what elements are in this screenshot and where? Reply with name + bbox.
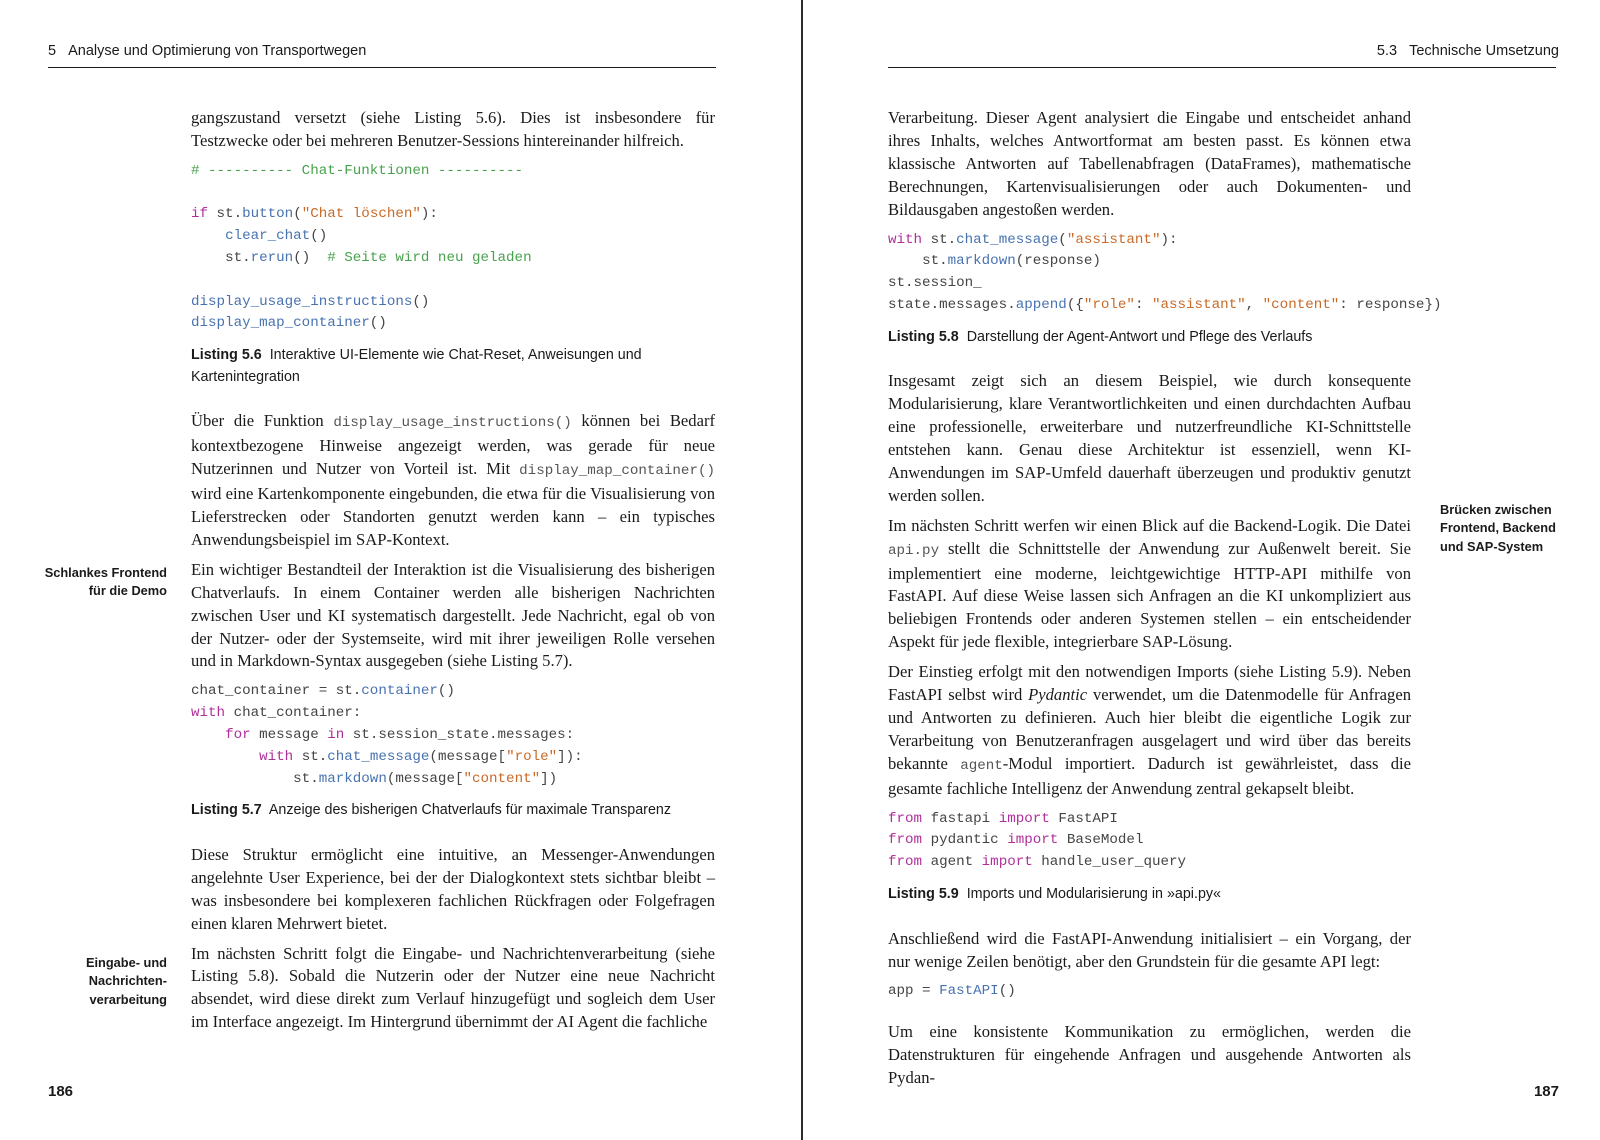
code-listing-5-7: chat_container = st.container() with chat_container: for message in st.session_state.messages: with st.chat_message(message["role"]): st.markdown(message["content"]) <box>191 683 583 787</box>
paragraph: Im nächsten Schritt werfen wir einen Blick auf die Backend-Logik. Die Datei api.py stellt die Schnittstelle der Anwendung zur Außenwelt bereit. Sie implementiert eine moderne, leichtgewichtige HTTP-API mithilfe von FastAPI. Auf diese Weise lassen sich Anfragen an die KI unkompliziert aus beliebigen Frontends oder anderen Systemen stellen – ein entscheidender Aspekt für jede flexible, integrierbare SAP-Lösung. <box>888 515 1411 652</box>
margin-note-input: Eingabe- und Nachrichten-verarbeitung <box>85 955 167 1007</box>
paragraph: gangszustand versetzt (siehe Listing 5.6). Dies ist insbesondere für Testzwecke oder bei mehreren Benutzer-Sessions hintereinander hilfreich. <box>191 108 715 150</box>
chapter-title: Analyse und Optimierung von Transportwegen <box>68 43 367 59</box>
left-page <box>0 0 780 1140</box>
code-listing-5-8: with st.chat_message("assistant"): st.markdown(response) st.session_ state.messages.append({"role": "assistant", "content": response}) <box>888 231 1442 313</box>
section-number: 5.3 <box>1376 43 1398 59</box>
paragraph: Verarbeitung. Dieser Agent analysiert die Eingabe und entscheidet anhand ihres Inhalts, welches Antwortformat am besten passt. Es können etwa klassische Antworten auf Tabellenabfragen (DataFrames), mathematische Berechnungen, Kartenvisualisierungen oder auch Dokumenten- und Bildausgaben angestoßen werden. <box>888 108 1411 219</box>
listing-caption: Listing 5.9 Imports und Modularisierung in »api.py« <box>888 886 1221 903</box>
page-number-right: 187 <box>1533 1083 1559 1100</box>
header-rule <box>888 67 1556 68</box>
chapter-number: 5 <box>48 43 57 59</box>
margin-note-bridge: Brücken zwischen Frontend, Backend und SAP-System <box>1440 502 1556 554</box>
paragraph: Ein wichtiger Bestandteil der Interaktion ist die Visualisierung des bisherigen Chatverlaufs. In einem Container werden alle bisherigen Nachrichten zwischen User und KI systematisch dargestellt. Jede Nachricht, egal ob von der Nutzer- oder der Systemseite, wird mit ihrer jeweiligen Rolle versehen und in Markdown-Syntax ausgegeben (siehe Listing 5.7). <box>191 559 715 671</box>
paragraph: Anschließend wird die FastAPI-Anwendung initialisiert – ein Vorgang, der nur wenige Zeilen benötigt, aber den Grundstein für die gesamte API legt: <box>888 928 1411 971</box>
paragraph: Im nächsten Schritt folgt die Eingabe- und Nachrichtenverarbeitung (siehe Listing 5.8). Sobald die Nutzerin oder der Nutzer eine neue Nachricht absendet, wird diese direkt zum Verlauf hinzugefügt und sogleich dem User im Interface angezeigt. Im Hintergrund übernimmt der AI Agent die fachliche <box>191 943 715 1032</box>
page-number-left: 186 <box>48 1083 74 1100</box>
right-page <box>803 0 1583 1140</box>
paragraph: Insgesamt zeigt sich an diesem Beispiel, wie durch konsequente Modularisierung, klare Verantwortlichkeiten und einen durchdachten Aufbau eine professionelle, erweiterbare und nutzerfreundliche KI-Schnittstelle entstehen kann. Genau diese Architektur ist essenziell, wenn KI-Anwendungen im SAP-Umfeld dauerhaft überzeugen und produktiv genutzt werden sollen. <box>888 371 1411 505</box>
code-listing-5-6: # ---------- Chat-Funktionen ---------- if st.button("Chat löschen"): clear_chat() st.rerun() # Seite wird neu geladen display_usage_instructions() display_map_container() <box>191 162 532 332</box>
listing-caption: Listing 5.8 Darstellung der Agent-Antwort und Pflege des Verlaufs <box>888 328 1313 345</box>
code-listing-5-9: from fastapi import FastAPI from pydantic import BaseModel from agent import handle_user_query <box>888 810 1187 871</box>
section-title: Technische Umsetzung <box>1409 43 1559 59</box>
margin-note-frontend: Schlankes Frontend für die Demo <box>44 565 167 599</box>
code-listing-app: app = FastAPI() <box>888 983 1016 1000</box>
right-text-column <box>888 107 1442 1097</box>
running-head-left <box>48 43 366 59</box>
paragraph: Über die Funktion display_usage_instructions() können bei Bedarf kontextbezogene Hinweise angezeigt werden, was gerade für neue Nutzerinnen und Nutzer von Vorteil ist. Mit display_map_container() wird eine Kartenkomponente eingebunden, die etwa für die Visualisierung von Lieferstrecken oder Standorten genutzt werden kann – ein typisches Anwendungsbeispiel im SAP-Kontext. <box>191 411 715 549</box>
paragraph: Um eine konsistente Kommunikation zu ermöglichen, werden die Datenstrukturen für eingehende Anfragen und ausgehende Antworten als Pydan- <box>888 1022 1411 1088</box>
paragraph: Der Einstieg erfolgt mit den notwendigen Imports (siehe Listing 5.9). Neben FastAPI selbst wird Pydantic verwendet, um die Datenmodelle für Anfragen und Antworten zu definieren. Auch hier bleibt die eigentliche Logik zur Verarbeitung von Benutzeranfragen ausgelagert und wird über das bereits bekannte agent-Modul importiert. Dadurch ist gewährleistet, dass die gesamte fachliche Intelligenz der Anwendung zentral gekapselt bleibt. <box>888 662 1412 798</box>
listing-caption: Listing 5.6 Interaktive UI-Elemente wie Chat-Reset, Anweisungen und Kartenintegration <box>191 347 642 385</box>
listing-caption: Listing 5.7 Anzeige des bisherigen Chatverlaufs für maximale Transparenz <box>191 802 671 819</box>
paragraph: Diese Struktur ermöglicht eine intuitive, an Messenger-Anwendungen angelehnte User Experience, bei der der Dialogkontext stets sichtbar bleibt – was insbesondere bei komplexeren fachlichen Rückfragen oder Folgefragen einen klaren Mehrwert bietet. <box>191 844 715 933</box>
left-text-column <box>191 107 715 1041</box>
running-head-right <box>1377 43 1559 59</box>
header-rule <box>48 67 716 68</box>
